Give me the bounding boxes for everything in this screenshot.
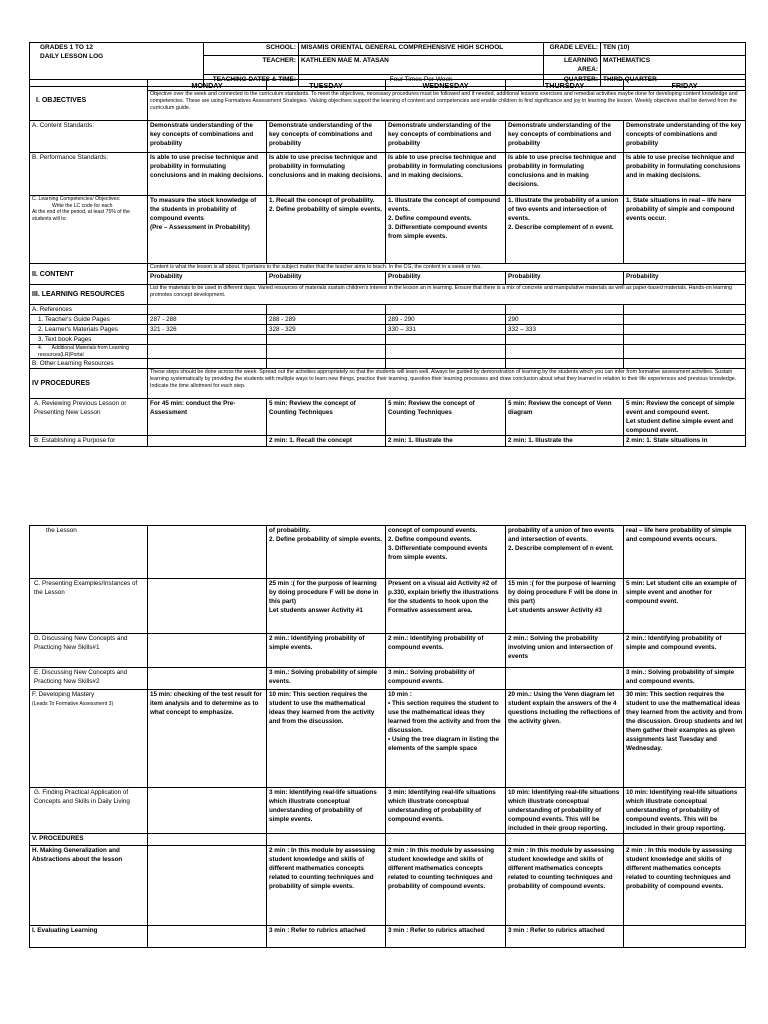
procedures-label: IV PROCEDURES (30, 369, 148, 399)
proc-a-wed: 5 min: Review the concept of Counting Techniques (386, 399, 506, 436)
proc-a-tue: 5 min: Review the concept of Counting Techniques (267, 399, 386, 436)
proc-g-mon (148, 788, 267, 834)
teacher-label: TEACHER: (204, 56, 299, 75)
day-tuesday: TUESDAY (267, 80, 386, 91)
proc-d-label: D. Discussing New Concepts and Practicing New Skills#1 (30, 634, 148, 668)
content-note: Content is what the lesson is all about. It pertains to the subject matter that the teacher aims to teach. In the CG, the content in a week or two. (148, 264, 746, 272)
proc-b-p1-tue: 2 min: 1. Recall the concept (267, 436, 386, 447)
tg-label: 1. Teacher's Guide Pages (30, 315, 148, 325)
proc-g-wed: 3 min: Identifying real-life situations which illustrate conceptual understanding of probability of compound events. (386, 788, 506, 834)
proc-f-fri: 30 min: This section requires the student to use the mathematical ideas they learned from the activity and from the discussion. Group students and let them gather their examples as given assignments last Tuesday and Wednesday. (624, 690, 746, 788)
content-standards-tue: Demonstrate understanding of the key concepts of combinations and probability (267, 121, 386, 153)
performance-standards-fri: Is able to use precise technique and probability in formulating conclusions and in making decisions. (624, 153, 746, 196)
proc-f-wed: 10 min : • This section requires the student to use the mathematical ideas they learned from the activity and from the discussion. • Using the tree diagram in listing the elements of the sample space (386, 690, 506, 788)
content-mon: Probability (148, 272, 267, 285)
lm-thu: 332 – 333 (506, 325, 624, 335)
proc-f-mon: 15 min: checking of the test result for item analysis and to determine as to what concept to emphasize. (148, 690, 267, 788)
proc-c-tue: 25 min :( for the purpose of learning by doing procedure F will be done in this part) Let students answer Activity #1 (267, 579, 386, 634)
textbook-label: 3. Text book Pages (30, 335, 148, 345)
competencies-mon: To measure the stock knowledge of the students in probability of compound events (Pre – Assessment in Probability) (148, 196, 267, 264)
proc-i-mon (148, 926, 267, 948)
content-tue: Probability (267, 272, 386, 285)
school-value: MISAMIS ORIENTAL GENERAL COMPREHENSIVE HIGH SCHOOL (299, 43, 544, 56)
references-label: A. References (30, 305, 148, 315)
competencies-thu: 1. Illustrate the probability of a union of two events and intersection of events. 2. Describe complement of n event. (506, 196, 624, 264)
proc-b-p1-thu: 2 min: 1. Illustrate the (506, 436, 624, 447)
proc-b-p1-wed: 2 min: 1. Illustrate the (386, 436, 506, 447)
other-resources-label: B. Other Learning Resources (30, 359, 148, 369)
performance-standards-label: B. Performance Standards: (30, 153, 148, 196)
proc-i-tue: 3 min : Refer to rubrics attached (267, 926, 386, 948)
proc-d-wed: 2 min.: Identifying probability of compound events. (386, 634, 506, 668)
day-wednesday: WEDNESDAY (386, 80, 506, 91)
tg-thu: 290 (506, 315, 624, 325)
competencies-letter: C. (32, 196, 38, 202)
tg-wed: 289 - 290 (386, 315, 506, 325)
title-line1: GRADES 1 TO 12 (40, 44, 93, 51)
v-procedures-label: V. PROCEDURES (30, 834, 148, 846)
day-thursday: THURSDAY (506, 80, 624, 91)
objectives-label: I. OBJECTIVES (30, 80, 148, 121)
school-label: SCHOOL: (204, 43, 299, 56)
proc-f-label (30, 690, 148, 788)
proc-i-wed: 3 min : Refer to rubrics attached (386, 926, 506, 948)
proc-a-fri: 5 min: Review the concept of simple event and compound event. Let student define simple event and compound event. (624, 399, 746, 436)
lm-mon: 321 - 326 (148, 325, 267, 335)
area-value: MATHEMATICS (601, 56, 746, 75)
proc-c-label: C. Presenting Examples/Instances of the Lesson (30, 579, 148, 634)
resources-note: List the materials to be used in different days. Varied resources of materials sustain children's interest in the lesson an in learning. Ensure that there is a mix of concrete and manipulative materials as well as paper-based materials. Hands-on learning promotes concept development. (148, 285, 746, 305)
teacher-value: KATHLEEN MAE M. ATASAN (299, 56, 544, 75)
proc-b-p2-fri: real – life here probability of simple and compound events occurs. (624, 526, 746, 579)
resources-label: III. LEARNING RESOURCES (30, 285, 148, 305)
area-label: LEARNING AREA: (544, 56, 601, 75)
tg-tue: 288 - 289 (267, 315, 386, 325)
lm-label: 2. Learner's Materials Pages (30, 325, 148, 335)
performance-standards-mon: Is able to use precise technique and probability in formulating conclusions and in making decisions. (148, 153, 267, 196)
lm-wed: 330 – 331 (386, 325, 506, 335)
proc-h-wed: 2 min : In this module by assessing student knowledge and skills of different mathematics concepts related to counting techniques and probability of compound events. (386, 846, 506, 926)
page-2 (0, 512, 768, 1024)
proc-e-wed: 3 min.: Solving probability of compound events. (386, 668, 506, 690)
proc-e-label: E. Discussing New Concepts and Practicing New Skills#2 (30, 668, 148, 690)
additional-materials-label (30, 345, 148, 359)
proc-b-p1-fri: 2 min: 1. State situations in (624, 436, 746, 447)
competencies-label (30, 196, 148, 264)
additional-materials-number: 4. (38, 345, 43, 351)
proc-c-wed: Present on a visual aid Activity #2 of p.330, explain briefly the illustrations for the students to hook upon the Formative assessment area. (386, 579, 506, 634)
quarter-value: THIRD QUARTER (601, 75, 746, 87)
lesson-table-page2 (29, 525, 746, 948)
content-standards-wed: Demonstrate understanding of the key concepts of combinations and probability (386, 121, 506, 153)
objectives-note: Objective over the week and connected to the curriculum standards. To meet the objectives, necessary procedures must be followed and if needed, additional lessons exercises and remedial activities maybe done for developing content knowledge and competencies. These are using Formatives Assessment Strategies. Valuing objectives support the learning of content and competencies and enable children to find significance and joy in learning the lesson. Weekly objectives shall be derived from the curriculum guide. (148, 91, 746, 121)
proc-b-label-p1: B. Establishing a Purpose for (30, 436, 148, 447)
proc-a-mon: For 45 min: conduct the Pre-Assessment (148, 399, 267, 436)
proc-b-p2-wed: concept of compound events. 2. Define compound events. 3. Differentiate compound events from simple events. (386, 526, 506, 579)
proc-a-label: A. Reviewing Previous Lesson or Presenting New Lesson (30, 399, 148, 436)
proc-i-fri (624, 926, 746, 948)
proc-g-label: G. Finding Practical Application of Concepts and Skills in Daily Living (30, 788, 148, 834)
content-standards-thu: Demonstrate understanding of the key concepts of combinations and probability (506, 121, 624, 153)
content-label: II. CONTENT (30, 264, 148, 285)
day-friday: FRIDAY (624, 80, 746, 91)
proc-g-thu: 10 min: Identifying real-life situations which illustrate conceptual understanding of probability of compound events. This will be included in their group reporting. (506, 788, 624, 834)
content-standards-mon: Demonstrate understanding of the key concepts of combinations and probability (148, 121, 267, 153)
additional-materials-text: Additional Materials from Learning resources(LR)Portal (38, 345, 129, 358)
grade-label: GRADE LEVEL: (544, 43, 601, 56)
page-gap (0, 480, 768, 512)
proc-i-thu: 3 min : Refer to rubrics attached (506, 926, 624, 948)
proc-a-thu: 5 min: Review the concept of Venn diagram (506, 399, 624, 436)
lesson-table-page1 (29, 79, 746, 447)
proc-b-p2-tue: of probability. 2. Define probability of simple events. (267, 526, 386, 579)
content-standards-fri: Demonstrate understanding of the key concepts of combinations and probability (624, 121, 746, 153)
proc-b-p1-mon (148, 436, 267, 447)
page-1 (0, 0, 768, 480)
content-thu: Probability (506, 272, 624, 285)
competencies-tue: 1. Recall the concept of probability. 2. Define probability of simple events. (267, 196, 386, 264)
competencies-fri: 1. State situations in real – life here probability of simple and compound events occur. (624, 196, 746, 264)
tg-fri (624, 315, 746, 325)
competencies-code-note: Write the LC code for each (52, 202, 113, 209)
proc-c-fri: 5 min: Let student cite an example of simple event and another for compound event. (624, 579, 746, 634)
proc-h-tue: 2 min : In this module by assessing student knowledge and skills of different mathematics concepts related to counting techniques and probability of simple events. (267, 846, 386, 926)
content-fri: Probability (624, 272, 746, 285)
competencies-wed: 1. Illustrate the concept of compound events. 2. Define compound events. 3. Differentiate compound events from simple events. (386, 196, 506, 264)
proc-h-mon (148, 846, 267, 926)
grade-value: TEN (10) (601, 43, 746, 56)
procedures-note: These steps should be done across the week. Spread out the activities appropriately so that the students will learn well. Always be guided by demonstration of learning by the students which you can infer from formative assessment activities. Sustain learning systematically by providing the students with multiple ways to learn new things, practice their learning, question their learning processes and draw conclusion about what they learned in relation to their life experiences and previous knowledge. Indicate the time allotment for each step. (148, 369, 746, 399)
content-wed: Probability (386, 272, 506, 285)
proc-h-fri: 2 min : In this module by assessing student knowledge and skills of different mathematics concepts related to counting techniques and probability of compound events. (624, 846, 746, 926)
dates-value: Four Times Per Week (299, 75, 544, 87)
lm-tue: 328 - 329 (267, 325, 386, 335)
proc-h-thu: 2 min : In this module by assessing student knowledge and skills of different mathematics concepts related to counting techniques and probability of compound events. (506, 846, 624, 926)
proc-g-fri: 10 min: Identifying real-life situations which illustrate conceptual understanding of probability of compound events. This will be included in their group reporting. (624, 788, 746, 834)
competencies-title: Learning Competencies/ Objectives: (38, 196, 121, 202)
performance-standards-tue: Is able to use precise technique and probability in formulating conclusions and in making decisions. (267, 153, 386, 196)
performance-standards-thu: Is able to use precise technique and probability in formulating conclusions and in making decisions. (506, 153, 624, 196)
proc-d-thu: 2 min.: Solving the probability involving union and intersection of events (506, 634, 624, 668)
competencies-period-note: At the end of the period, at least 75% of the students will to: (32, 209, 130, 222)
proc-e-fri: 3 min.: Solving probability of simple and compound events. (624, 668, 746, 690)
proc-e-tue: 3 min.: Solving probability of simple events. (267, 668, 386, 690)
proc-b-p2-thu: probability of a union of two events and intersection of events. 2. Describe complement of n event. (506, 526, 624, 579)
proc-c-thu: 15 min :( for the purpose of learning by doing procedure F will be done in this part) Let students answer Activity #3 (506, 579, 624, 634)
proc-i-label: I. Evaluating Learning (30, 926, 148, 948)
proc-h-label: H. Making Generalization and Abstractions about the lesson (30, 846, 148, 926)
proc-b-p2-mon (148, 526, 267, 579)
proc-f-subtitle: (Leads To Formative Assessment 3) (32, 701, 114, 707)
quarter-label: QUARTER: (544, 75, 601, 87)
proc-c-mon (148, 579, 267, 634)
performance-standards-wed: Is able to use precise technique and probability in formulating conclusions and in making decisions. (386, 153, 506, 196)
proc-d-fri: 2 min.: Identifying probability of simple and compound events. (624, 634, 746, 668)
proc-g-tue: 3 min: Identifying real-life situations which illustrate conceptual understanding of probability of simple events. (267, 788, 386, 834)
content-standards-label: A. Content Standards: (30, 121, 148, 153)
tg-mon: 287 - 288 (148, 315, 267, 325)
dates-label: TEACHING DATES & TIME: (204, 75, 299, 87)
lm-fri (624, 325, 746, 335)
proc-f-thu: 20 min.: Using the Venn diagram let student explain the answers of the 4 questions including the reflections of the activity given. (506, 690, 624, 788)
proc-b-label-p2: the Lesson (30, 526, 148, 579)
proc-e-mon (148, 668, 267, 690)
proc-f-title: F. Developing Mastery (32, 691, 95, 698)
proc-d-mon (148, 634, 267, 668)
proc-f-tue: 10 min: This section requires the student to use the mathematical ideas they learned from the activity and from the discussion. (267, 690, 386, 788)
proc-e-thu (506, 668, 624, 690)
day-monday: MONDAY (148, 80, 267, 91)
proc-d-tue: 2 min.: Identifying probability of simple events. (267, 634, 386, 668)
title-line2: DAILY LESSON LOG (40, 53, 104, 60)
